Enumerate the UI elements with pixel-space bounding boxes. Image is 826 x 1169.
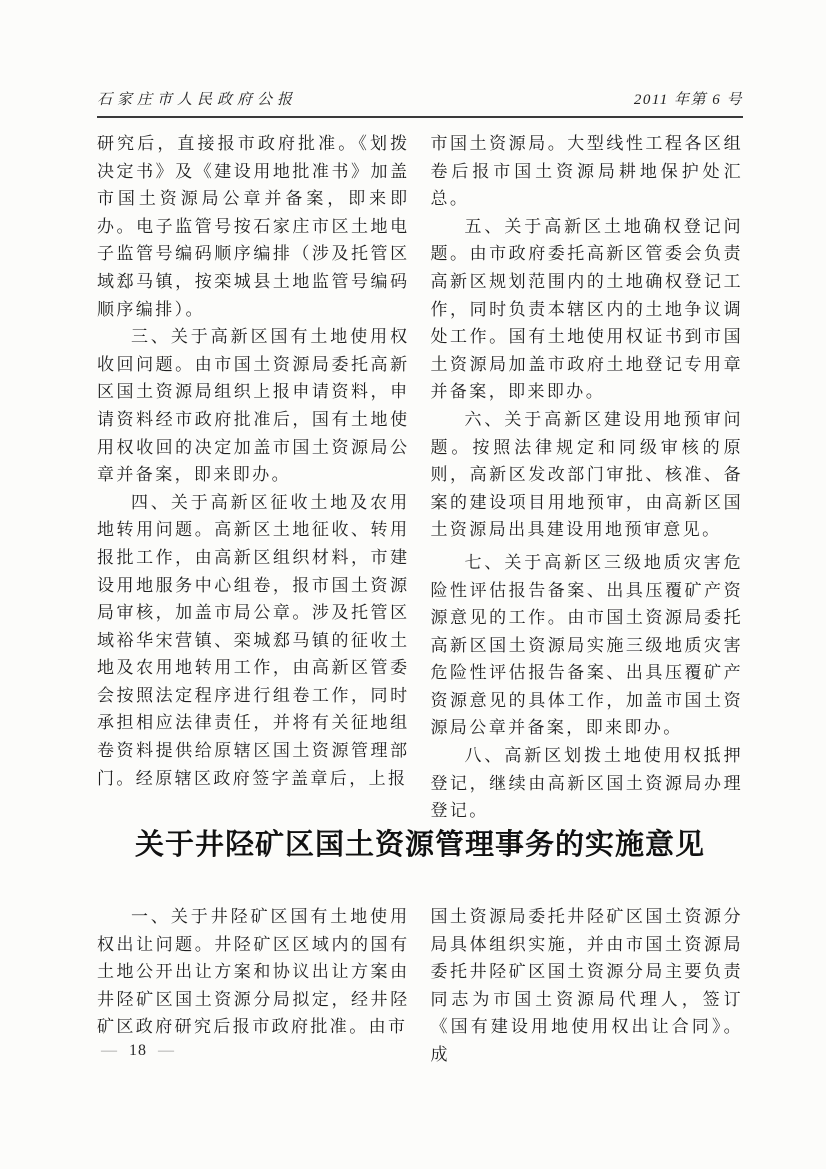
paragraph-continuation: 研究后，直接报市政府批准。《划拨决定书》及《建设用地批准书》加盖市国土资源局公章并备案，即来即办。电子监管号按石家庄市区土地电子监管号编码顺序编排（涉及托管区域郄马镇，按栾城县土地监管号编码顺序编排）。 bbox=[97, 134, 410, 319]
footer-dash-left: — bbox=[101, 1042, 118, 1059]
paragraph-item-4: 四、关于高新区征收土地及农用地转用问题。高新区土地征收、转用报批工作，由高新区组织材料，市建设用地服务中心组卷，报市国土资源局审核，加盖市局公章。涉及托管区域裕华宋营镇、栾城郄马镇的征收土地及农用地转用工作，由高新区管委会按照法定程序进行组卷工作，同时承担相应法律责任，并将有关征地组卷资料提供给原辖区国土资源管理部门。经原辖区政府签字盖章后，上报 bbox=[97, 492, 410, 788]
right-column bbox=[431, 903, 744, 1069]
continued-article-body bbox=[97, 130, 743, 825]
right-column bbox=[431, 130, 744, 825]
paragraph-continuation: 市国土资源局。大型线性工程各区组卷后报市国土资源局耕地保护处汇总。 bbox=[430, 134, 743, 209]
page-header bbox=[97, 88, 743, 118]
page-footer bbox=[101, 1042, 175, 1060]
new-article-body bbox=[97, 903, 743, 1069]
footer-dash-right: — bbox=[158, 1042, 175, 1059]
left-column bbox=[97, 130, 410, 825]
paragraph-item-8: 八、高新区划拨土地使用权抵押登记，继续由高新区国土资源局办理登记。 bbox=[430, 746, 743, 821]
paragraph-continuation: 国土资源局委托井陉矿区国土资源分局具体组织实施，并由市国土资源局委托井陉矿区国土资源分局主要负责同志为市国土资源局代理人，签订《国有建设用地使用权出让合同》。成 bbox=[430, 907, 743, 1064]
paragraph-item-6: 六、关于高新区建设用地预审问题。按照法律规定和同级审核的原则，高新区发改部门审批、核准、备案的建设项目用地预审，由高新区国土资源局出具建设用地预审意见。 bbox=[430, 409, 743, 540]
page-number: 18 bbox=[129, 1042, 147, 1059]
paragraph-item-1: 一、关于井陉矿区国有土地使用权出让问题。井陉矿区区域内的国有土地公开出让方案和协议出让方案由井陉矿区国土资源分局拟定，经井陉矿区政府研究后报市政府批准。由市 bbox=[97, 907, 410, 1037]
issue-number: 2011 年第 6 号 bbox=[633, 92, 743, 108]
publication-title: 石家庄市人民政府公报 bbox=[97, 92, 298, 108]
paragraph-item-5: 五、关于高新区土地确权登记问题。由市政府委托高新区管委会负责高新区规划范围内的土地确权登记工作，同时负责本辖区内的土地争议调处工作。国有土地使用权证书到市国土资源局加盖市政府土地登记专用章并备案，即来即办。 bbox=[430, 216, 743, 402]
article-title: 关于井陉矿区国土资源管理事务的实施意见 bbox=[134, 829, 705, 861]
paragraph-item-3: 三、关于高新区国有土地使用权收回问题。由市国土资源局委托高新区国土资源局组织上报申请资料，申请资料经市政府批准后，国有土地使用权收回的决定加盖市国土资源局公章并备案，即来即办。 bbox=[97, 327, 410, 485]
paragraph-item-7: 七、关于高新区三级地质灾害危险性评估报告备案、出具压覆矿产资源意见的工作。由市国土资源局委托高新区国土资源局实施三级地质灾害危险性评估报告备案、出具压覆矿产资源意见的具体工作，加盖市国土资源局公章并备案，即来即办。 bbox=[430, 552, 743, 738]
